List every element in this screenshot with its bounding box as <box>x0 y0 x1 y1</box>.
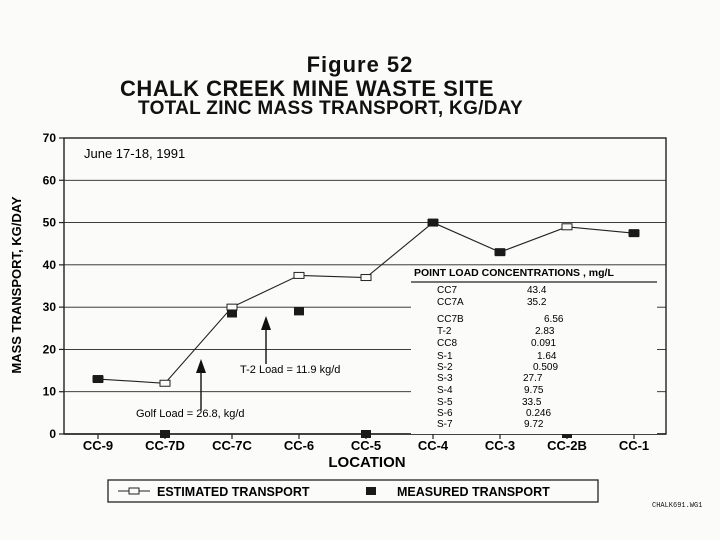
y-tick-label: 0 <box>49 427 56 441</box>
estimated-transport-point <box>562 224 572 230</box>
legend-measured-marker <box>366 487 376 495</box>
x-tick-label: CC-4 <box>417 438 449 453</box>
chart-title: TOTAL ZINC MASS TRANSPORT, KG/DAY <box>138 98 524 119</box>
estimated-transport-point <box>227 304 237 310</box>
measured-transport-point <box>428 219 438 227</box>
legend-estimated-marker <box>129 488 139 494</box>
annotation-golf-load: Golf Load = 26.8, kg/d <box>136 408 245 420</box>
measured-transport-point <box>160 430 170 438</box>
x-tick-label: CC-6 <box>283 438 315 453</box>
point-load-site: S-6 <box>437 408 453 419</box>
t2-load-arrow-head <box>261 316 271 330</box>
point-load-site: S-5 <box>437 397 453 408</box>
point-load-site: CC8 <box>437 338 458 349</box>
estimated-transport-point <box>294 272 304 278</box>
x-tick-label: CC-7C <box>212 438 252 453</box>
y-tick-label: 40 <box>42 257 56 272</box>
point-load-heading: POINT LOAD CONCENTRATIONS , mg/L <box>414 267 614 279</box>
x-tick-label: CC-7D <box>145 438 185 453</box>
measured-transport-point <box>629 229 639 237</box>
x-tick-label: CC-5 <box>350 438 382 453</box>
y-tick-label: 70 <box>42 131 56 145</box>
measured-transport-point <box>227 309 237 317</box>
x-axis-title: LOCATION <box>328 454 406 471</box>
point-load-value: 1.64 <box>537 351 557 362</box>
y-tick-label: 30 <box>42 300 56 315</box>
point-load-value: 9.75 <box>524 385 544 396</box>
point-load-value: 0.246 <box>526 408 552 419</box>
point-load-value: 27.7 <box>523 373 543 384</box>
point-load-site: S-7 <box>437 419 453 430</box>
site-title: CHALK CREEK MINE WASTE SITE <box>120 76 495 101</box>
legend-estimated-label: ESTIMATED TRANSPORT <box>157 485 310 499</box>
date-note: June 17-18, 1991 <box>84 146 186 161</box>
point-load-site: CC7A <box>437 297 464 308</box>
measured-transport-point <box>93 375 103 383</box>
point-load-value: 33.5 <box>522 397 542 408</box>
point-load-value: 43.4 <box>527 285 547 296</box>
point-load-site: S-3 <box>437 373 453 384</box>
measured-transport-point <box>495 248 505 256</box>
y-axis-title: MASS TRANSPORT, KG/DAY <box>9 196 24 374</box>
file-tag: CHALK691.WG1 <box>652 502 703 510</box>
point-load-value: 0.091 <box>531 338 557 349</box>
point-load-value: 2.83 <box>535 326 555 337</box>
y-tick-label: 50 <box>42 215 56 230</box>
point-load-site: S-4 <box>437 385 453 396</box>
measured-transport-point <box>294 307 304 315</box>
x-tick-label: CC-2B <box>547 438 587 453</box>
point-load-site: S-1 <box>437 351 453 362</box>
golf-load-arrow-head <box>196 359 206 373</box>
y-tick-label: 60 <box>42 173 56 188</box>
x-tick-label: CC-9 <box>82 438 114 453</box>
point-load-site: S-2 <box>437 362 453 373</box>
estimated-transport-point <box>160 380 170 386</box>
x-tick-label: CC-1 <box>618 438 650 453</box>
point-load-site: CC7B <box>437 314 464 325</box>
y-tick-label: 10 <box>42 384 56 399</box>
point-load-site: CC7 <box>437 285 458 296</box>
figure-label: Figure 52 <box>306 52 414 77</box>
y-tick-label: 20 <box>42 342 56 357</box>
measured-transport-point <box>361 430 371 438</box>
point-load-value: 9.72 <box>524 419 544 430</box>
point-load-value: 0.509 <box>533 362 559 373</box>
legend-measured-label: MEASURED TRANSPORT <box>397 485 550 499</box>
point-load-site: T-2 <box>437 326 452 337</box>
point-load-value: 6.56 <box>544 314 564 325</box>
annotation-t2-load: T-2 Load = 11.9 kg/d <box>240 364 341 376</box>
x-tick-label: CC-3 <box>484 438 516 453</box>
point-load-value: 35.2 <box>527 297 547 308</box>
estimated-transport-point <box>361 275 371 281</box>
